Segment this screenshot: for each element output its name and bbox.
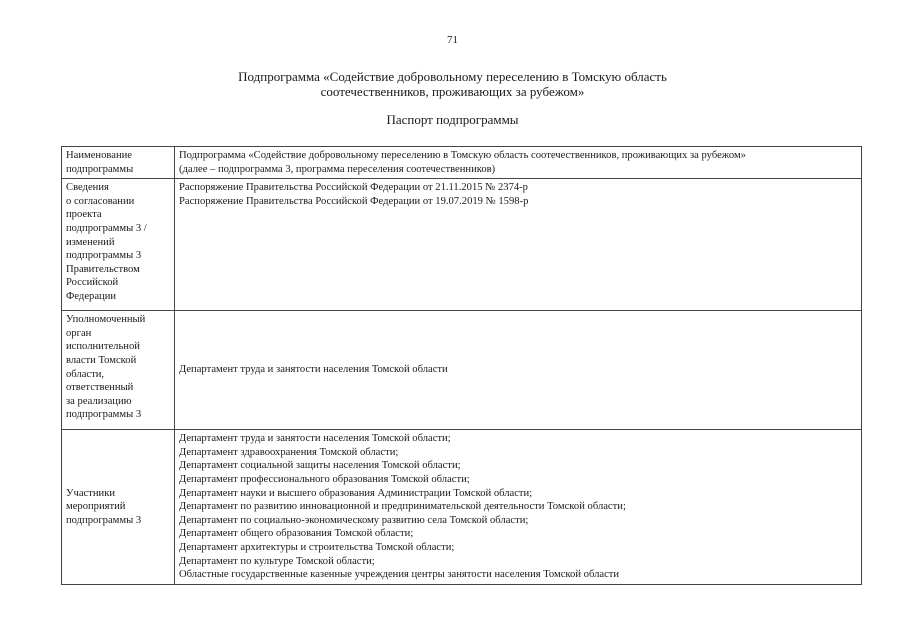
heading-line-2: соотечественников, проживающих за рубежом» xyxy=(320,84,585,99)
label-line: о согласовании xyxy=(66,195,135,207)
value-line: Распоряжение Правительства Российской Федерации от 19.07.2019 № 1598-р xyxy=(179,195,529,207)
value-line: Подпрограмма «Содействие добровольному переселению в Томскую область соотечественников, проживающих за рубежом» xyxy=(179,150,746,161)
label-line: Правительством xyxy=(66,263,140,275)
value-line: Департамент профессионального образования Томской области; xyxy=(179,473,470,485)
value-line: Распоряжение Правительства Российской Федерации от 21.11.2015 № 2374-р xyxy=(179,182,528,194)
table-row-approval xyxy=(62,179,862,311)
label-line: орган xyxy=(66,327,92,339)
value-line: Департамент по культуре Томской области; xyxy=(179,555,375,567)
value-line: Департамент здравоохранения Томской области; xyxy=(179,446,399,458)
value-cell-participants xyxy=(175,430,862,585)
label-line: Российской xyxy=(66,277,119,289)
label-line: Наименование xyxy=(66,150,132,161)
page-number: 71 xyxy=(447,34,458,46)
value-line: (далее – подпрограмма 3, программа переселения соотечественников) xyxy=(179,163,496,175)
value-line: Департамент архитектуры и строительства Томской области; xyxy=(179,541,455,553)
label-line: подпрограммы 3 xyxy=(66,514,142,526)
value-line: Департамент науки и высшего образования Администрации Томской области; xyxy=(179,487,533,499)
value-line: Департамент труда и занятости населения Томской области xyxy=(179,364,448,376)
value-line: Областные государственные казенные учреждения центры занятости населения Томской области xyxy=(179,569,620,581)
label-line: проекта xyxy=(66,209,102,221)
label-line: подпрограммы 3 xyxy=(66,250,142,262)
value-line: Департамент по социально-экономическому развитию села Томской области; xyxy=(179,514,529,526)
heading-line-1: Подпрограмма «Содействие добровольному переселению в Томскую область xyxy=(238,69,667,84)
label-cell-name xyxy=(62,147,175,179)
label-line: за реализацию xyxy=(66,395,132,407)
table-row-name xyxy=(62,147,862,179)
table-row-authority xyxy=(62,311,862,430)
label-line: подпрограммы 3 xyxy=(66,409,142,421)
label-line: подпрограммы xyxy=(66,163,134,175)
table-row-participants xyxy=(62,430,862,585)
label-cell-participants xyxy=(62,430,175,585)
label-cell-approval xyxy=(62,179,175,311)
passport-title: Паспорт подпрограммы xyxy=(386,112,519,127)
label-cell-authority xyxy=(62,311,175,430)
label-line: ответственный xyxy=(66,382,134,394)
label-line: мероприятий xyxy=(66,501,126,513)
label-line: Федерации xyxy=(66,290,117,302)
value-cell-name xyxy=(175,147,862,179)
passport-table xyxy=(61,146,862,585)
label-line: области, xyxy=(66,368,105,380)
value-line: Департамент социальной защиты населения Томской области; xyxy=(179,460,461,472)
label-line: изменений xyxy=(66,236,115,248)
label-line: власти Томской xyxy=(66,354,137,366)
label-line: подпрограммы 3 / xyxy=(66,222,147,234)
value-cell-approval xyxy=(175,179,862,311)
label-line: Участники xyxy=(66,487,116,499)
value-line: Департамент труда и занятости населения Томской области; xyxy=(179,433,451,445)
label-line: Уполномоченный xyxy=(66,314,146,326)
subprogram-heading xyxy=(0,69,905,99)
label-line: исполнительной xyxy=(66,341,140,353)
value-line: Департамент общего образования Томской области; xyxy=(179,528,414,540)
value-cell-authority xyxy=(175,311,862,430)
value-line: Департамент по развитию инновационной и предпринимательской деятельности Томской области; xyxy=(179,501,626,513)
label-line: Сведения xyxy=(66,182,109,194)
